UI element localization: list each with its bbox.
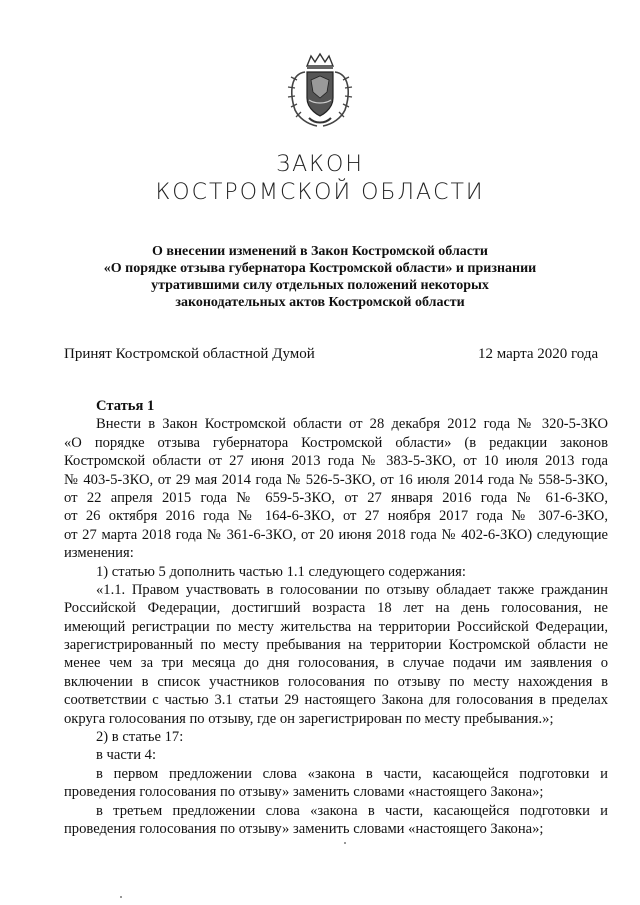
text-line: Российской Федерации, достигший возраста 18 лет на день голосования, не bbox=[64, 600, 608, 617]
article-body bbox=[64, 397, 608, 838]
text-line: округа голосования по отзыву, где он зарегистрирован по месту пребывания.»; bbox=[64, 710, 554, 727]
text-line: в части 4: bbox=[96, 747, 157, 764]
law-region-title: КОСТРОМСКОЙ ОБЛАСТИ bbox=[155, 180, 485, 205]
text-line: включении в список участников голосования по отзыву по месту нахождения в bbox=[64, 673, 608, 690]
text-line: менее чем за три месяца до дня голосования, в случае подачи им заявления о bbox=[64, 655, 608, 672]
law-title: ЗАКОН bbox=[276, 152, 364, 177]
adopted-date: 12 марта 2020 года bbox=[478, 346, 599, 362]
text-line: от 26 октября 2016 года № 164-6-ЗКО, от 27 ноября 2017 года № 307-6-ЗКО, bbox=[64, 508, 608, 525]
heading-line: О внесении изменений в Закон Костромской области bbox=[152, 244, 488, 259]
heading-line: «О порядке отзыва губернатора Костромской области» и признании bbox=[103, 261, 537, 276]
text-line: в первом предложении слова «закона в части, касающейся подготовки и bbox=[96, 765, 608, 782]
text-line: 2) в статье 17: bbox=[96, 729, 184, 746]
text-line: «1.1. Правом участвовать в голосовании по отзыву обладает также гражданин bbox=[96, 581, 608, 598]
adopted-by: Принят Костромской областной Думой bbox=[64, 346, 315, 362]
text-line: «О порядке отзыва губернатора Костромской области» (в редакции законов bbox=[64, 434, 608, 451]
text-line: проведения голосования по отзыву» заменить словами «настоящего Закона»; bbox=[64, 784, 544, 801]
text-line: соответствии с частью 3.1 статьи 29 настоящего Закона для голосования в пределах bbox=[64, 692, 608, 709]
law-heading bbox=[80, 243, 560, 311]
article-title: Статья 1 bbox=[96, 398, 155, 414]
text-line: 1) статью 5 дополнить частью 1.1 следующего содержания: bbox=[96, 563, 466, 580]
text-line: от 27 марта 2018 года № 361-6-ЗКО, от 20 июня 2018 года № 402-6-ЗКО) следующие bbox=[64, 526, 608, 543]
text-line: от 22 апреля 2015 года № 659-5-ЗКО, от 27 января 2016 года № 61-6-ЗКО, bbox=[64, 489, 608, 506]
coat-of-arms-icon bbox=[285, 52, 355, 130]
text-line: имеющий регистрации по месту жительства на территории Российской Федерации, bbox=[64, 618, 608, 635]
heading-line: законодательных актов Костромской области bbox=[175, 295, 465, 310]
text-line: № 403-5-ЗКО, от 29 мая 2014 года № 526-5-ЗКО, от 16 июля 2014 года № 558-5-ЗКО, bbox=[64, 471, 608, 488]
scan-speck bbox=[344, 842, 346, 844]
text-line: Внести в Закон Костромской области от 28 декабря 2012 года № 320-5-ЗКО bbox=[96, 416, 608, 433]
heading-line: утратившими силу отдельных положений некоторых bbox=[151, 278, 489, 293]
text-line: Костромской области от 27 июня 2013 года № 383-5-ЗКО, от 10 июля 2013 года bbox=[64, 453, 608, 470]
text-line: в третьем предложении слова «закона в части, касающейся подготовки и bbox=[96, 802, 608, 819]
text-line: изменения: bbox=[64, 545, 134, 562]
text-line: зарегистрированный по месту пребывания на территории Костромской области не bbox=[64, 637, 608, 654]
scan-speck bbox=[120, 896, 122, 898]
text-line: проведения голосования по отзыву» заменить словами «настоящего Закона»; bbox=[64, 820, 544, 837]
